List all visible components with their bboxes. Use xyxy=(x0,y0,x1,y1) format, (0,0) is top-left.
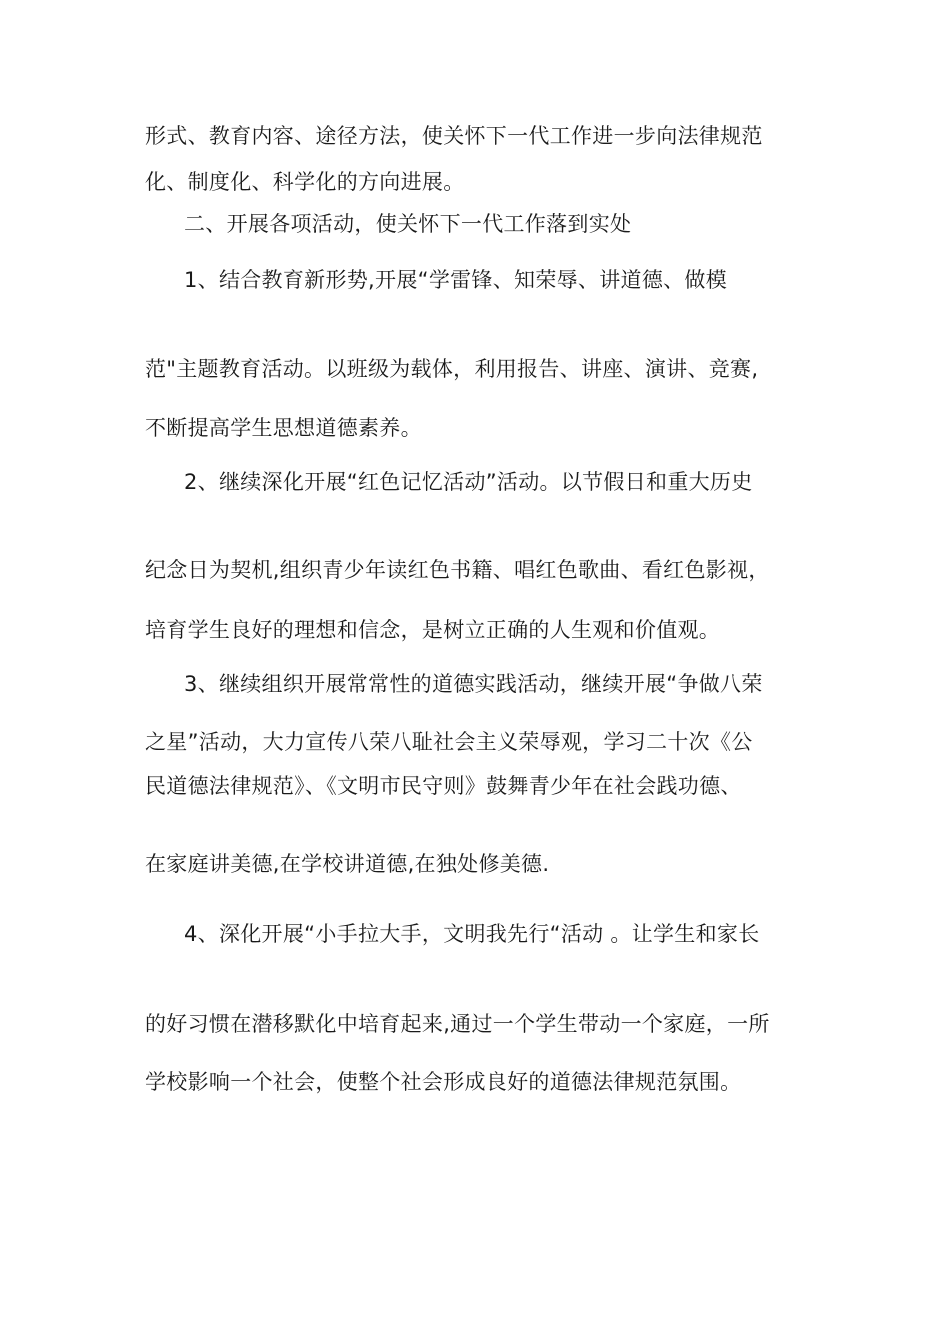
text-line: 学校影响一个社会，使整个社会形成良好的道德法律规范氛围。 xyxy=(145,1070,742,1094)
text-line: 范"主题教育活动。以班级为载体，利用报告、讲座、演讲、竞赛, xyxy=(145,357,759,381)
text-line: 不断提高学生思想道德素养。 xyxy=(145,416,422,440)
text-line: 的好习惯在潜移默化中培育起来,通过一个学生带动一个家庭，一所 xyxy=(145,1012,770,1036)
list-item-4: 4、深化开展“小手拉大手，文明我先行“活动 。让学生和家长 xyxy=(184,922,760,946)
list-item-3: 3、继续组织开展常常性的道德实践活动，继续开展“争做八荣 xyxy=(184,672,763,696)
text-line: 民道德法律规范》、《文明市民守则》鼓舞青少年在社会践功德、 xyxy=(145,774,742,798)
list-item-1: 1、结合教育新形势,开展“学雷锋、知荣辱、讲道德、做模 xyxy=(184,268,728,292)
text-line: 培育学生良好的理想和信念，是树立正确的人生观和价值观。 xyxy=(145,618,721,642)
text-line: 在家庭讲美德,在学校讲道德,在独处修美德. xyxy=(145,852,550,876)
section-heading: 二、开展各项活动，使关怀下一代工作落到实处 xyxy=(184,212,632,236)
text-line: 化、制度化、科学化的方向进展。 xyxy=(145,170,465,194)
text-line: 之星”活动，大力宣传八荣八耻社会主义荣辱观，学习二十次《公 xyxy=(145,730,753,754)
text-line: 形式、教育内容、途径方法，使关怀下一代工作进一步向法律规范 xyxy=(145,124,763,148)
text-line: 纪念日为契机,组织青少年读红色书籍、唱红色歌曲、看红色影视， xyxy=(145,558,770,582)
list-item-2: 2、继续深化开展“红色记忆活动”活动。以节假日和重大历史 xyxy=(184,470,753,494)
